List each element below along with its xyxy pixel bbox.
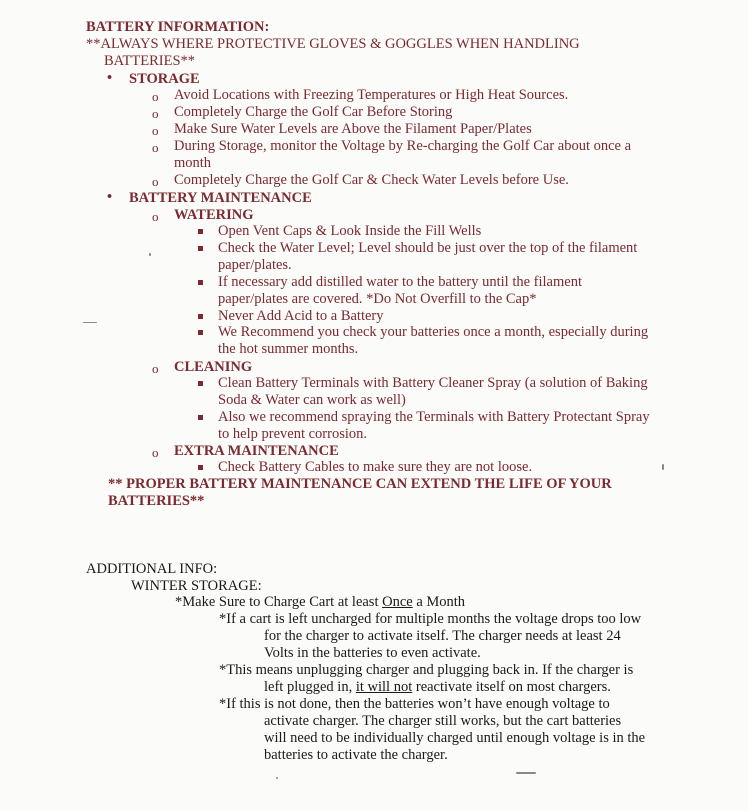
square-bullet-icon — [198, 415, 203, 420]
uncharged-note-line-3: Volts in the batteries to even activate. — [264, 645, 481, 661]
unplug-prefix: left plugged in, — [264, 679, 356, 695]
additional-info-title: ADDITIONAL INFO: — [86, 561, 218, 577]
square-bullet-icon — [198, 314, 203, 319]
storage-item: Completely Charge the Golf Car & Check Water Levels before Use. — [174, 172, 569, 188]
square-bullet-icon — [198, 246, 203, 251]
hollow-bullet-icon: o — [152, 140, 159, 155]
cleaning-item: Also we recommend spraying the Terminals with Battery Protectant Spray — [218, 409, 650, 425]
storage-item-continuation: month — [174, 155, 212, 171]
watering-item-continuation: paper/plates are covered. *Do Not Overfill to the Cap* — [218, 291, 537, 307]
uncharged-note-line-1: *If a cart is left uncharged for multiple months the voltage drops too low — [219, 611, 642, 627]
charge-instruction — [175, 594, 465, 611]
charge-frequency: Once — [382, 594, 413, 610]
scan-speck — [83, 322, 97, 323]
watering-item-continuation: paper/plates. — [218, 257, 292, 273]
hollow-bullet-icon: o — [152, 174, 159, 189]
unplug-note-line-1: *This means unplugging charger and plugging back in. If the charger is — [219, 662, 634, 678]
storage-item: During Storage, monitor the Voltage by Re-charging the Golf Car about once a — [174, 138, 632, 154]
watering-item: Check the Water Level; Level should be just over the top of the filament — [218, 240, 638, 256]
winter-storage-subtitle: WINTER STORAGE: — [131, 578, 262, 594]
watering-item: If necessary add distilled water to the battery until the filament — [218, 274, 582, 290]
cleaning-item: Clean Battery Terminals with Battery Cleaner Spray (a solution of Baking — [218, 375, 648, 391]
charge-prefix: *Make Sure to Charge Cart at least — [175, 594, 383, 610]
bullet-icon: • — [107, 189, 113, 205]
extra-maintenance-item: Check Battery Cables to make sure they are not loose. — [218, 459, 533, 475]
document-heading: BATTERY INFORMATION: — [86, 19, 270, 35]
charge-suffix: a Month — [412, 594, 466, 610]
square-bullet-icon — [198, 381, 203, 386]
square-bullet-icon — [198, 280, 203, 285]
not-done-note-line-2: activate charger. The charger still works, but the cart batteries — [264, 713, 622, 729]
not-done-note-line-1: *If this is not done, then the batteries won’t have enough voltage to — [219, 696, 610, 712]
scan-speck — [662, 464, 664, 470]
hollow-bullet-icon: o — [152, 209, 159, 224]
hollow-bullet-icon: o — [152, 361, 159, 376]
scan-speck — [276, 777, 278, 779]
unplug-note-line-2 — [264, 679, 611, 696]
hollow-bullet-icon: o — [152, 106, 159, 121]
uncharged-note-line-2: for the charger to activate itself. The charger needs at least 24 — [264, 628, 621, 644]
bullet-icon: • — [107, 70, 113, 86]
watering-title: WATERING — [174, 207, 254, 223]
watering-item-continuation: the hot summer months. — [218, 341, 359, 357]
square-bullet-icon — [198, 465, 203, 470]
cleaning-item-continuation: to help prevent corrosion. — [218, 426, 367, 442]
watering-item: Never Add Acid to a Battery — [218, 308, 384, 324]
not-done-note-line-4: batteries to activate the charger. — [264, 747, 448, 763]
unplug-emphasis: it will not — [355, 679, 413, 695]
scan-speck — [516, 772, 536, 774]
footer-warning-line-1: ** PROPER BATTERY MAINTENANCE CAN EXTEND THE LIFE OF YOUR — [108, 476, 612, 492]
storage-item: Avoid Locations with Freezing Temperatures or High Heat Sources. — [174, 87, 569, 103]
extra-maintenance-title: EXTRA MAINTENANCE — [174, 443, 339, 459]
hollow-bullet-icon: o — [152, 445, 159, 460]
scan-speck — [149, 253, 151, 256]
square-bullet-icon — [198, 330, 203, 335]
not-done-note-line-3: will need to be individually charged until enough voltage is in the — [264, 730, 646, 746]
storage-item: Completely Charge the Golf Car Before Storing — [174, 104, 453, 120]
storage-title: STORAGE — [129, 71, 200, 87]
cleaning-title: CLEANING — [174, 359, 253, 375]
hollow-bullet-icon: o — [152, 123, 159, 138]
warning-line-1: **ALWAYS WHERE PROTECTIVE GLOVES & GOGGLES WHEN HANDLING — [86, 36, 580, 52]
square-bullet-icon — [198, 229, 203, 234]
unplug-suffix: reactivate itself on most chargers. — [412, 679, 611, 695]
cleaning-item-continuation: Soda & Water can work as well) — [218, 392, 406, 408]
storage-item: Make Sure Water Levels are Above the Filament Paper/Plates — [174, 121, 532, 137]
maintenance-title: BATTERY MAINTENANCE — [129, 190, 312, 206]
footer-warning-line-2: BATTERIES** — [108, 493, 205, 509]
warning-line-2: BATTERIES** — [104, 53, 196, 69]
watering-item: We Recommend you check your batteries once a month, especially during — [218, 324, 649, 340]
watering-item: Open Vent Caps & Look Inside the Fill Wells — [218, 223, 482, 239]
hollow-bullet-icon: o — [152, 89, 159, 104]
